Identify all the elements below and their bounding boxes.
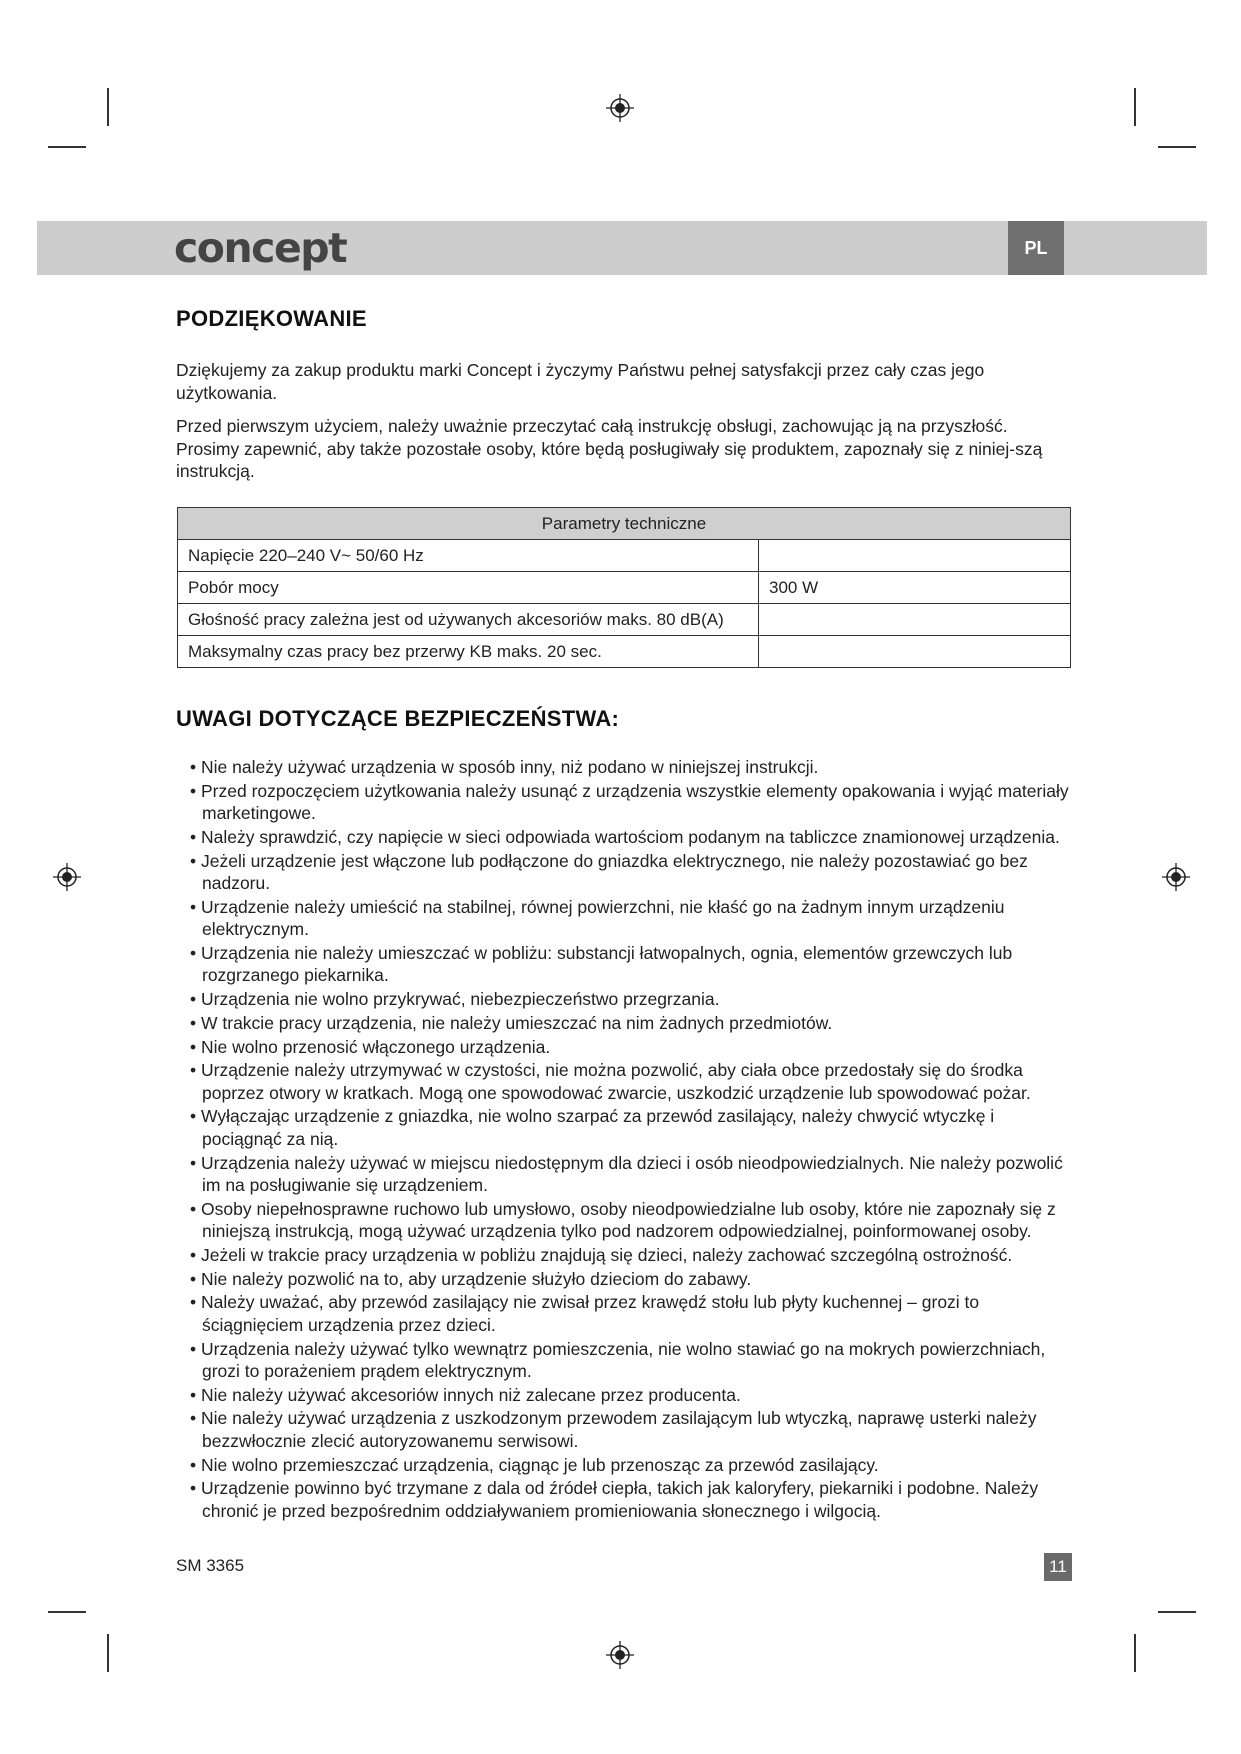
list-item: • Nie należy używać urządzenia w sposób inny, niż podano w niniejszej instrukcji. — [172, 756, 1072, 779]
crop-mark — [48, 1611, 86, 1613]
list-item: • Urządzenia nie wolno przykrywać, niebezpieczeństwo przegrzania. — [172, 988, 1072, 1011]
crop-mark — [1158, 146, 1196, 148]
language-badge: PL — [1008, 221, 1064, 275]
list-item: • Nie wolno przenosić włączonego urządzenia. — [172, 1036, 1072, 1059]
list-item: • Urządzenie należy utrzymywać w czystości, nie można pozwolić, aby ciała obce przedostały się do środka poprzez otwory w kratkach. Mogą one spowodować zwarcie, uszkodzić urządzenie lub spowodować pożar. — [172, 1059, 1072, 1104]
list-item: • Urządzenie powinno być trzymane z dala od źródeł ciepła, takich jak kaloryfery, piekarniki i podobne. Należy chronić je przed bezpośrednim oddziaływaniem promieniowania słonecznego i wilgocią. — [172, 1477, 1072, 1522]
list-item: • Nie należy używać urządzenia z uszkodzonym przewodem zasilającym lub wtyczką, naprawę usterki należy bezzwłocznie zlecić autoryzowanemu serwisowi. — [172, 1407, 1072, 1452]
list-item: • Nie należy używać akcesoriów innych niż zalecane przez producenta. — [172, 1384, 1072, 1407]
registration-mark-icon — [1161, 862, 1191, 892]
list-item: • Osoby niepełnosprawne ruchowo lub umysłowo, osoby nieodpowiedzialne lub osoby, które nie zapoznały się z niniejszą instrukcją, mogą używać urządzenia tylko pod nadzorem odpowiedzialnej, poinformowanej osoby. — [172, 1198, 1072, 1243]
list-item: • Należy sprawdzić, czy napięcie w sieci odpowiada wartościom podanym na tabliczce znamionowej urządzenia. — [172, 826, 1072, 849]
table-cell-value — [759, 636, 1071, 668]
table-header: Parametry techniczne — [178, 508, 1071, 540]
list-item: • Przed rozpoczęciem użytkowania należy usunąć z urządzenia wszystkie elementy opakowania i wyjąć materiały marketingowe. — [172, 780, 1072, 825]
table-row — [178, 572, 1071, 604]
table-row — [178, 604, 1071, 636]
instructions-paragraph: Przed pierwszym użyciem, należy uważnie przeczytać całą instrukcję obsługi, zachowując ją na przyszłość. Prosimy zapewnić, aby także pozostałe osoby, które będą posługiwały się produktem, zapoznały się z niniej-szą instrukcją. — [176, 416, 1043, 481]
table-cell-value — [759, 604, 1071, 636]
list-item: • Urządzenia nie należy umieszczać w pobliżu: substancji łatwopalnych, ognia, elementów grzewczych lub rozgrzanego piekarnika. — [172, 942, 1072, 987]
table-cell-label: Pobór mocy — [178, 572, 759, 604]
table-header-row — [178, 508, 1071, 540]
registration-mark-icon — [605, 93, 635, 123]
crop-mark — [48, 146, 86, 148]
list-item: • Nie wolno przemieszczać urządzenia, ciągnąc je lub przenosząc za przewód zasilający. — [172, 1454, 1072, 1477]
list-item: • Jeżeli w trakcie pracy urządzenia w pobliżu znajdują się dzieci, należy zachować szczególną ostrożność. — [172, 1244, 1072, 1267]
table-cell-label: Głośność pracy zależna jest od używanych akcesoriów maks. 80 dB(A) — [178, 604, 759, 636]
brand-logo: concept — [174, 224, 347, 272]
table-cell-label: Maksymalny czas pracy bez przerwy KB maks. 20 sec. — [178, 636, 759, 668]
crop-mark — [1158, 1611, 1196, 1613]
crop-mark — [1134, 1634, 1136, 1672]
crop-mark — [107, 88, 109, 126]
list-item: • Urządzenia należy używać w miejscu niedostępnym dla dzieci i osób nieodpowiedzialnych. Nie należy pozwolić im na posługiwanie się urządzeniem. — [172, 1152, 1072, 1197]
list-item: • Wyłączając urządzenie z gniazdka, nie wolno szarpać za przewód zasilający, należy chwycić wtyczkę i pociągnąć za nią. — [172, 1105, 1072, 1150]
list-item: • Urządzenia należy używać tylko wewnątrz pomieszczenia, nie wolno stawiać go na mokrych powierzchniach, grozi to porażeniem prądem elektrycznym. — [172, 1338, 1072, 1383]
safety-list — [172, 756, 1072, 1523]
thanks-paragraph: Dziękujemy za zakup produktu marki Concept i życzymy Państwu pełnej satysfakcji przez cały czas jego użytkowania. — [176, 360, 985, 403]
list-item: • W trakcie pracy urządzenia, nie należy umieszczać na nim żadnych przedmiotów. — [172, 1012, 1072, 1035]
table-cell-value — [759, 540, 1071, 572]
registration-mark-icon — [52, 862, 82, 892]
table-cell-label: Napięcie 220–240 V~ 50/60 Hz — [178, 540, 759, 572]
table-cell-value: 300 W — [759, 572, 1071, 604]
list-item: • Jeżeli urządzenie jest włączone lub podłączone do gniazdka elektrycznego, nie należy pozostawiać go bez nadzoru. — [172, 850, 1072, 895]
section-title-safety: UWAGI DOTYCZĄCE BEZPIECZEŃSTWA: — [176, 706, 620, 731]
page-number: 11 — [1044, 1553, 1072, 1581]
list-item: • Nie należy pozwolić na to, aby urządzenie służyło dzieciom do zabawy. — [172, 1268, 1072, 1291]
crop-mark — [1134, 88, 1136, 126]
table-row — [178, 636, 1071, 668]
list-item: • Urządzenie należy umieścić na stabilnej, równej powierzchni, nie kłaść go na żadnym innym urządzeniu elektrycznym. — [172, 896, 1072, 941]
registration-mark-icon — [605, 1640, 635, 1670]
model-number: SM 3365 — [176, 1556, 245, 1575]
crop-mark — [107, 1634, 109, 1672]
table-row — [178, 540, 1071, 572]
tech-params-table — [177, 507, 1071, 668]
section-title-thanks: PODZIĘKOWANIE — [176, 306, 367, 331]
list-item: • Należy uważać, aby przewód zasilający nie zwisał przez krawędź stołu lub płyty kuchennej – grozi to ściągnięciem urządzenia przez dzieci. — [172, 1291, 1072, 1336]
